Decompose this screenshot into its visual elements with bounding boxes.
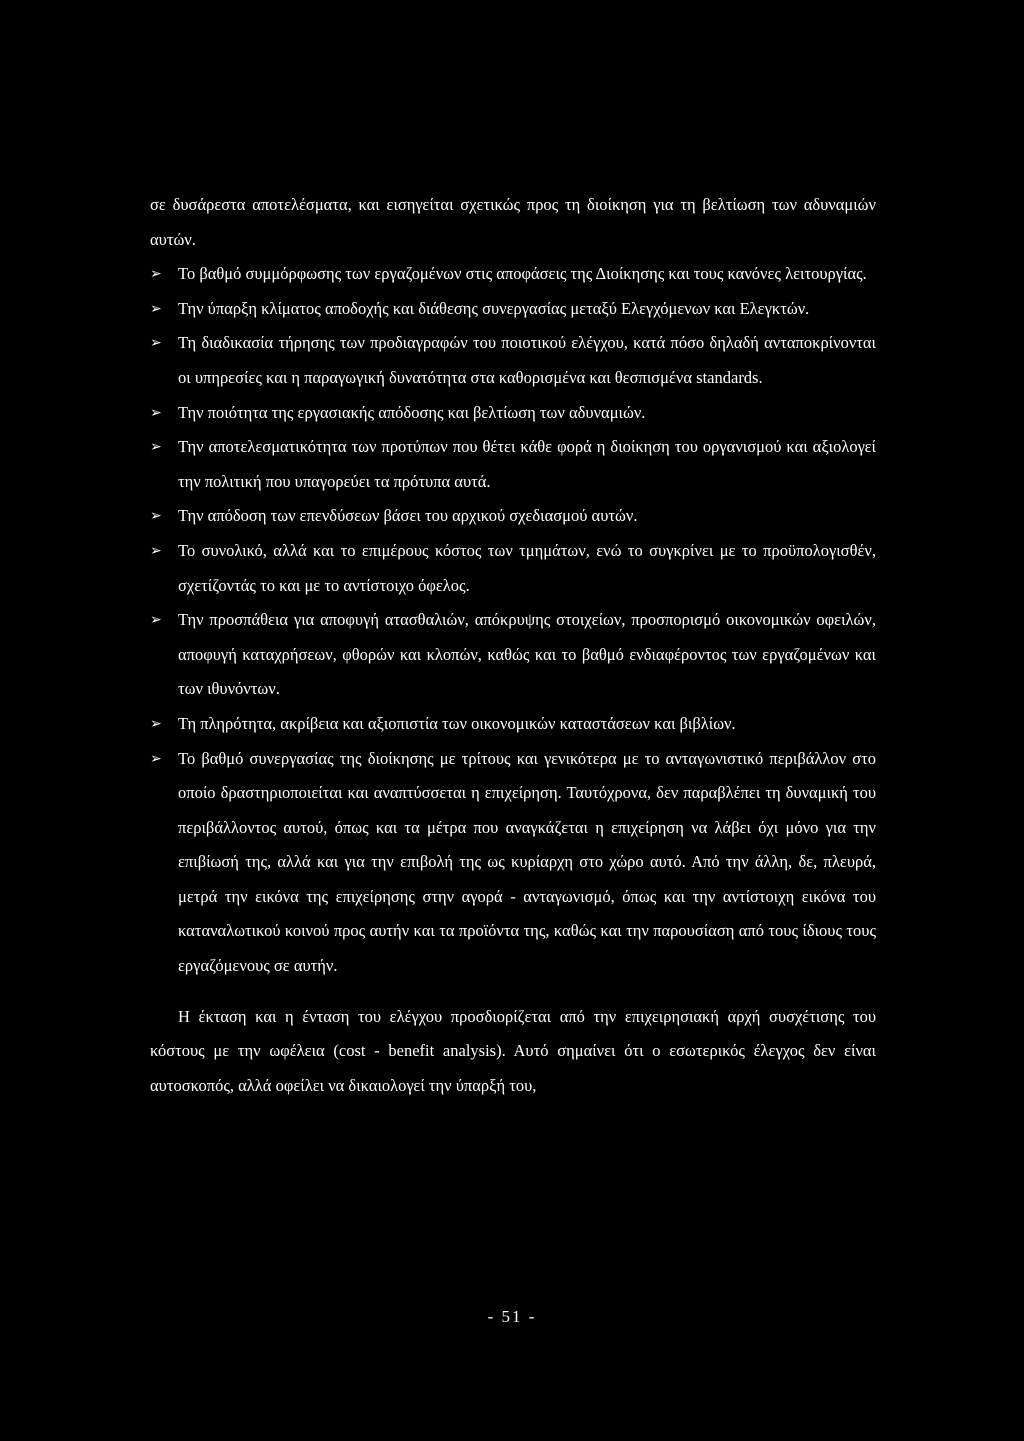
list-item [150, 292, 876, 327]
list-item-text: Τη πληρότητα, ακρίβεια και αξιοπιστία των οικονομικών καταστάσεων και βιβλίων. [178, 713, 736, 733]
intro-paragraph: σε δυσάρεστα αποτελέσματα, και εισηγείται σχετικώς προς τη διοίκηση για τη βελτίωση των αδυναμιών αυτών. [150, 195, 876, 249]
arrow-bullet-icon: ➢ [150, 404, 162, 421]
list-item-text: Την ποιότητα της εργασιακής απόδοσης και βελτίωση των αδυναμιών. [178, 402, 646, 422]
list-item-text: Το βαθμό συνεργασίας της διοίκησης με τρίτους και γενικότερα με το ανταγωνιστικό περιβάλλον στο οποίο δραστηριοποιείται και αναπτύσσεται η επιχείρηση. Ταυτόχρονα, δεν παραβλέπει τη δυναμική του περιβάλλοντος αυτού, όπως και τα μέτρα που αναγκάζεται η επιχείρηση να λάβει όχι μόνο για την επιβίωσή της, αλλά και για την επιβολή της ως κυρίαρχη στο χώρο αυτό. Από την άλλη, δε, πλευρά, μετρά την εικόνα της επιχείρησης στην αγορά - ανταγωνισμό, όπως και την αντίστοιχη εικόνα του καταναλωτικού κοινού προς αυτήν και τα προϊόντα της, καθώς και την παρουσίαση από τους ίδιους τους εργαζόμενους σε αυτήν. [178, 748, 876, 976]
list-item [150, 396, 876, 431]
arrow-bullet-icon: ➢ [150, 715, 162, 732]
arrow-bullet-icon: ➢ [150, 750, 162, 767]
list-item [150, 707, 876, 742]
paragraph-gap [150, 984, 876, 1000]
list-item-text: Την αποτελεσματικότητα των προτύπων που θέτει κάθε φορά η διοίκηση του οργανισμού και αξιολογεί την πολιτική που υπαγορεύει τα πρότυπα αυτά. [178, 437, 876, 491]
list-item [150, 534, 876, 603]
arrow-bullet-icon: ➢ [150, 612, 162, 629]
arrow-bullet-icon: ➢ [150, 542, 162, 559]
list-item-text: Τη διαδικασία τήρησης των προδιαγραφών του ποιοτικού ελέγχου, κατά πόσο δηλαδή ανταποκρίνονται οι υπηρεσίες και η παραγωγική δυνατότητα στα καθορισμένα και θεσπισμένα standards. [178, 333, 876, 387]
list-item-text: Την απόδοση των επενδύσεων βάσει του αρχικού σχεδιασμού αυτών. [178, 506, 638, 526]
page-number: - 51 - [487, 1307, 537, 1326]
list-item [150, 430, 876, 499]
list-item [150, 499, 876, 534]
list-item [150, 603, 876, 707]
arrow-bullet-icon: ➢ [150, 335, 162, 352]
list-item-text: Την προσπάθεια για αποφυγή ατασθαλιών, απόκρυψης στοιχείων, προσπορισμό οικονομικών οφειλών, αποφυγή καταχρήσεων, φθορών και κλοπών, καθώς και το βαθμό ενδιαφέροντος των εργαζομένων και των ιθυνόντων. [178, 610, 876, 699]
page-content [150, 188, 876, 1103]
bullet-list [150, 257, 876, 983]
arrow-bullet-icon: ➢ [150, 508, 162, 525]
list-item-text: Την ύπαρξη κλίματος αποδοχής και διάθεσης συνεργασίας μεταξύ Ελεγχόμενων και Ελεγκτών. [178, 298, 810, 318]
closing-paragraph: Η έκταση και η ένταση του ελέγχου προσδιορίζεται από την επιχειρησιακή αρχή συσχέτισης του κόστους με την ωφέλεια (cost - benefit analysis). Αυτό σημαίνει ότι ο εσωτερικός έλεγχος δεν είναι αυτοσκοπός, αλλά οφείλει να δικαιολογεί την ύπαρξή του, [150, 1006, 876, 1095]
arrow-bullet-icon: ➢ [150, 266, 162, 283]
list-item-text: Το συνολικό, αλλά και το επιμέρους κόστος των τμημάτων, ενώ το συγκρίνει με το προϋπολογισθέν, σχετίζοντάς το και με το αντίστοιχο όφελος. [178, 540, 876, 595]
arrow-bullet-icon: ➢ [150, 300, 162, 317]
list-item [150, 257, 876, 292]
list-item-text: Το βαθμό συμμόρφωσης των εργαζομένων στις αποφάσεις της Διοίκησης και τους κανόνες λειτουργίας. [178, 264, 867, 284]
arrow-bullet-icon: ➢ [150, 439, 162, 456]
list-item [150, 326, 876, 395]
list-item [150, 742, 876, 984]
